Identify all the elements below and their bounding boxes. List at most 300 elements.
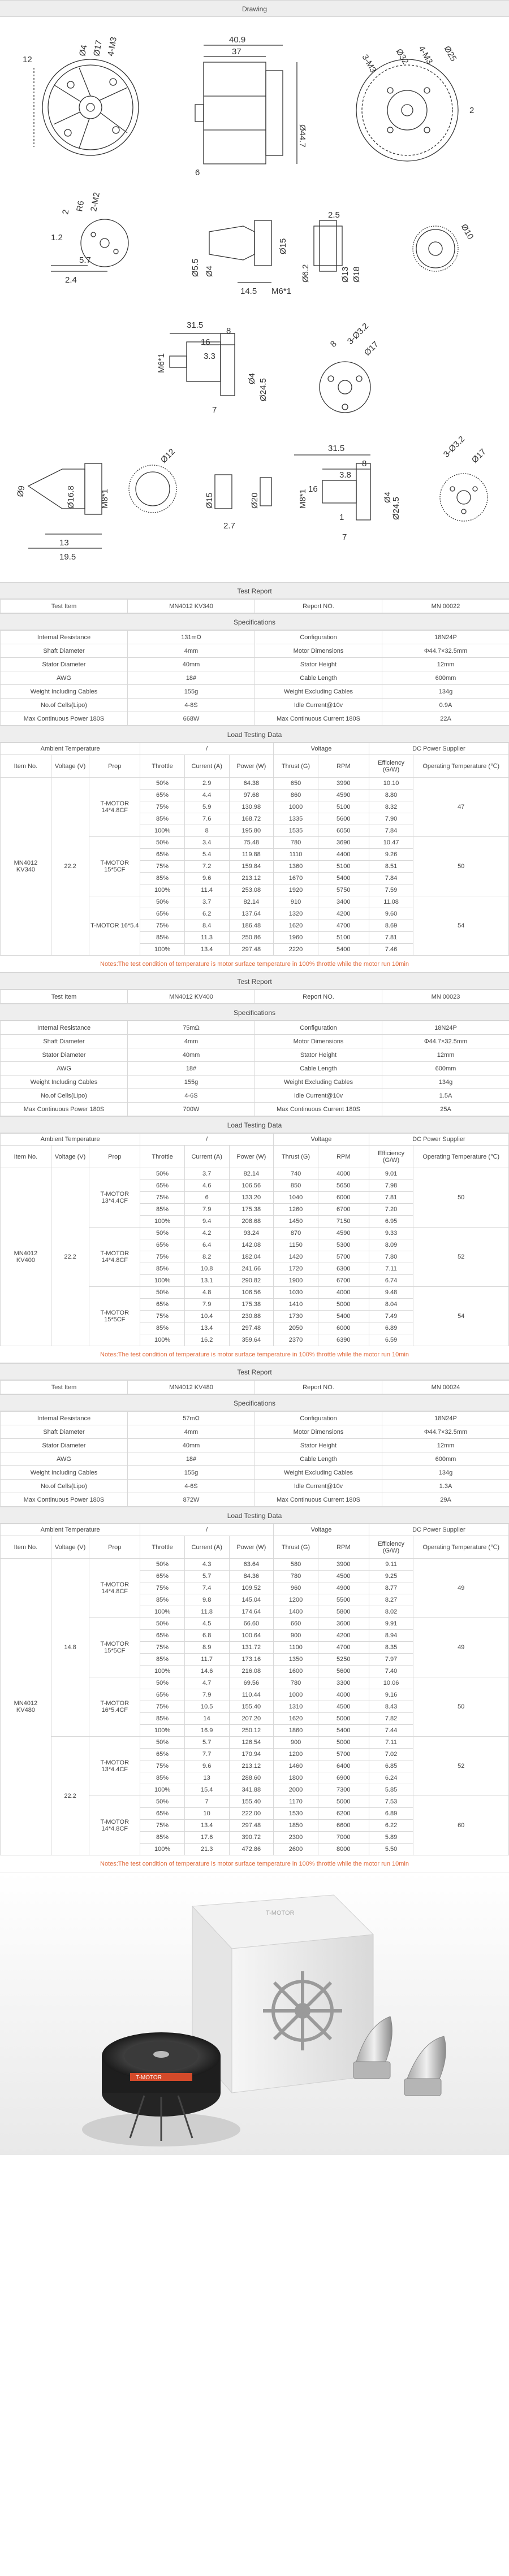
ambient-label: Ambient Temperature: [1, 1524, 140, 1536]
data-cell: 1400: [274, 1606, 318, 1618]
data-cell: 7: [184, 1796, 229, 1808]
svg-text:8: 8: [328, 339, 339, 349]
data-cell: 75%: [140, 1192, 185, 1204]
data-cell: 1450: [274, 1216, 318, 1228]
spec-cell: 1.5A: [382, 1089, 509, 1103]
data-cell: 11.3: [184, 932, 229, 944]
product-photo: [0, 1872, 509, 2155]
prop-cell: T-MOTOR 14*4.8CF: [89, 778, 140, 837]
svg-text:Ø25: Ø25: [442, 44, 459, 63]
data-cell: 1335: [274, 813, 318, 825]
spec-row: [1, 712, 509, 726]
data-cell: 7.84: [369, 825, 413, 837]
data-cell: 9.48: [369, 1287, 413, 1299]
data-cell: 3.7: [184, 896, 229, 908]
data-cell: 900: [274, 1737, 318, 1749]
data-cell: 4.3: [184, 1559, 229, 1571]
data-cell: 9.25: [369, 1571, 413, 1582]
spec-cell: Stator Height: [255, 1048, 382, 1062]
data-cell: 1900: [274, 1275, 318, 1287]
svg-text:Ø6.2: Ø6.2: [301, 264, 310, 283]
data-cell: 6.74: [369, 1275, 413, 1287]
svg-text:31.5: 31.5: [187, 320, 204, 330]
data-cell: 359.64: [229, 1334, 274, 1346]
spec-cell: 1.3A: [382, 1480, 509, 1493]
data-cell: 3.7: [184, 1168, 229, 1180]
data-cell: 870: [274, 1228, 318, 1239]
data-cell: 100%: [140, 1275, 185, 1287]
ambient-label: Ambient Temperature: [1, 743, 140, 755]
data-cell: 65%: [140, 790, 185, 801]
data-cell: 5250: [318, 1654, 369, 1666]
data-cell: 5650: [318, 1180, 369, 1192]
dim-12: 12: [23, 55, 32, 64]
data-cell: 1860: [274, 1725, 318, 1737]
data-cell: 7.9: [184, 1299, 229, 1311]
data-cell: 100%: [140, 1784, 185, 1796]
data-cell: 97.68: [229, 790, 274, 801]
data-cell: 85%: [140, 932, 185, 944]
data-cell: 155.40: [229, 1701, 274, 1713]
data-cell: 7000: [318, 1832, 369, 1844]
svg-text:14.5: 14.5: [240, 287, 257, 296]
data-cell: 5.7: [184, 1737, 229, 1749]
svg-text:Ø24.5: Ø24.5: [391, 497, 401, 520]
data-cell: 6.85: [369, 1760, 413, 1772]
data-cell: 1535: [274, 825, 318, 837]
header-thrust: Thrust (G): [274, 755, 318, 778]
data-cell: 7.9: [184, 1689, 229, 1701]
data-cell: 8.80: [369, 790, 413, 801]
spec-row: [1, 1075, 509, 1089]
spec-cell: 12mm: [382, 1439, 509, 1452]
spec-cell: 4-6S: [128, 1089, 255, 1103]
data-cell: 142.08: [229, 1239, 274, 1251]
data-cell: 5100: [318, 932, 369, 944]
spec-cell: Max Continuous Current 180S: [255, 712, 382, 726]
header-prop: Prop: [89, 755, 140, 778]
data-cell: 13.4: [184, 1820, 229, 1832]
spec-row: [1, 644, 509, 658]
svg-text:M6*1: M6*1: [157, 353, 166, 373]
spec-cell: Stator Diameter: [1, 658, 128, 671]
data-cell: 1200: [274, 1749, 318, 1760]
svg-text:2.5: 2.5: [328, 210, 340, 220]
spec-cell: AWG: [1, 1452, 128, 1466]
data-cell: 50%: [140, 778, 185, 790]
data-cell: 5500: [318, 1594, 369, 1606]
spec-cell: AWG: [1, 671, 128, 685]
spec-cell: Motor Dimensions: [255, 1035, 382, 1048]
header-item-no: Item No.: [1, 755, 51, 778]
data-cell: 960: [274, 1582, 318, 1594]
report-no-value: MN 00022: [382, 600, 509, 613]
item-no: MN4012 KV480: [1, 1559, 51, 1855]
data-cell: 4.5: [184, 1618, 229, 1630]
data-cell: 75%: [140, 1760, 185, 1772]
data-cell: 7.40: [369, 1666, 413, 1677]
spec-row: [1, 1103, 509, 1116]
table-row: [1, 1168, 509, 1180]
data-cell: 85%: [140, 1322, 185, 1334]
test-item-label: Test Item: [1, 990, 128, 1004]
voltage-value: DC Power Supplier: [369, 1524, 508, 1536]
data-cell: 10.4: [184, 1311, 229, 1322]
data-cell: 130.98: [229, 801, 274, 813]
header-op-temp: Operating Temperature (℃): [413, 755, 509, 778]
spec-cell: 18#: [128, 1062, 255, 1075]
specifications-title: Specifications: [0, 1394, 509, 1411]
data-cell: 85%: [140, 1654, 185, 1666]
data-cell: 4590: [318, 1228, 369, 1239]
data-cell: 75%: [140, 1251, 185, 1263]
data-cell: 8.77: [369, 1582, 413, 1594]
data-cell: 5600: [318, 813, 369, 825]
header-prop: Prop: [89, 1146, 140, 1168]
data-cell: 8.04: [369, 1299, 413, 1311]
data-cell: 50%: [140, 1737, 185, 1749]
header-op-temp: Operating Temperature (℃): [413, 1146, 509, 1168]
data-cell: 2220: [274, 944, 318, 956]
data-cell: 4.4: [184, 790, 229, 801]
data-cell: 5300: [318, 1239, 369, 1251]
data-cell: 50%: [140, 896, 185, 908]
spec-cell: 668W: [128, 712, 255, 726]
data-cell: 213.12: [229, 873, 274, 884]
data-cell: 8000: [318, 1844, 369, 1855]
svg-text:8: 8: [226, 326, 231, 336]
data-cell: 780: [274, 1571, 318, 1582]
spec-cell: Stator Diameter: [1, 1439, 128, 1452]
technical-drawing: [0, 17, 509, 582]
data-cell: 1850: [274, 1820, 318, 1832]
data-cell: 8.35: [369, 1642, 413, 1654]
data-cell: 1000: [274, 1689, 318, 1701]
svg-text:40.9: 40.9: [229, 35, 246, 45]
spec-cell: Shaft Diameter: [1, 644, 128, 658]
data-cell: 4500: [318, 1571, 369, 1582]
data-cell: 780: [274, 837, 318, 849]
data-cell: 8.09: [369, 1239, 413, 1251]
spec-cell: Φ44.7×32.5mm: [382, 1035, 509, 1048]
product-photo-illustration: [0, 1872, 509, 2155]
svg-text:4-M3: 4-M3: [416, 44, 435, 66]
data-cell: 7300: [318, 1784, 369, 1796]
svg-text:Ø4: Ø4: [247, 372, 257, 384]
data-cell: 8.9: [184, 1642, 229, 1654]
data-cell: 9.11: [369, 1559, 413, 1571]
spec-cell: Stator Diameter: [1, 1048, 128, 1062]
data-cell: 4000: [318, 1287, 369, 1299]
spec-cell: 155g: [128, 1075, 255, 1089]
data-cell: 2000: [274, 1784, 318, 1796]
svg-text:1: 1: [339, 513, 344, 522]
spec-cell: Idle Current@10v: [255, 1089, 382, 1103]
data-cell: 133.20: [229, 1192, 274, 1204]
data-cell: 1100: [274, 1642, 318, 1654]
spec-row: [1, 1412, 509, 1425]
data-cell: 63.64: [229, 1559, 274, 1571]
data-cell: 4.6: [184, 1180, 229, 1192]
spec-cell: 0.9A: [382, 699, 509, 712]
data-cell: 7.97: [369, 1654, 413, 1666]
svg-text:2: 2: [469, 106, 475, 115]
spec-cell: 12mm: [382, 658, 509, 671]
data-cell: 207.20: [229, 1713, 274, 1725]
test-item-label: Test Item: [1, 1381, 128, 1394]
header-power: Power (W): [229, 755, 274, 778]
data-cell: 7.9: [184, 1204, 229, 1216]
data-cell: 155.40: [229, 1796, 274, 1808]
data-cell: 119.88: [229, 849, 274, 861]
data-cell: 4.7: [184, 1677, 229, 1689]
svg-text:5.7: 5.7: [79, 255, 91, 265]
report-no-label: Report NO.: [255, 990, 382, 1004]
data-cell: 288.60: [229, 1772, 274, 1784]
data-cell: 4500: [318, 1701, 369, 1713]
spec-cell: 155g: [128, 1466, 255, 1480]
data-cell: 5400: [318, 944, 369, 956]
svg-text:Ø20: Ø20: [250, 492, 260, 509]
data-cell: 7.2: [184, 861, 229, 873]
spec-cell: No.of Cells(Lipo): [1, 699, 128, 712]
spec-cell: Weight Excluding Cables: [255, 1466, 382, 1480]
data-cell: 6000: [318, 1192, 369, 1204]
data-cell: 75.48: [229, 837, 274, 849]
spec-cell: Motor Dimensions: [255, 644, 382, 658]
data-cell: 6600: [318, 1820, 369, 1832]
spec-cell: 4-6S: [128, 1480, 255, 1493]
data-cell: 126.54: [229, 1737, 274, 1749]
data-cell: 1460: [274, 1760, 318, 1772]
data-cell: 4200: [318, 1630, 369, 1642]
data-cell: 85%: [140, 1263, 185, 1275]
voltage-label: Voltage: [274, 743, 369, 755]
data-cell: 75%: [140, 1701, 185, 1713]
data-cell: 85%: [140, 1204, 185, 1216]
report-no-label: Report NO.: [255, 600, 382, 613]
data-cell: 100%: [140, 884, 185, 896]
table-row: [1, 778, 509, 790]
specifications-title: Specifications: [0, 613, 509, 630]
svg-text:Ø44.7: Ø44.7: [297, 124, 307, 148]
data-cell: 241.66: [229, 1263, 274, 1275]
data-cell: 6.89: [369, 1322, 413, 1334]
view-gear: [413, 223, 475, 272]
svg-text:Ø17: Ø17: [362, 339, 381, 358]
data-cell: 69.56: [229, 1677, 274, 1689]
spec-row: [1, 658, 509, 671]
prop-cell: T-MOTOR 16*5.4: [89, 896, 140, 956]
data-cell: 4000: [318, 1168, 369, 1180]
data-cell: 4700: [318, 920, 369, 932]
data-cell: 390.72: [229, 1832, 274, 1844]
header-prop: Prop: [89, 1536, 140, 1559]
view-adapter-m6-front: [320, 321, 381, 413]
data-cell: 7.49: [369, 1311, 413, 1322]
data-cell: 170.94: [229, 1749, 274, 1760]
spec-cell: Internal Resistance: [1, 1021, 128, 1035]
data-cell: 5000: [318, 1737, 369, 1749]
data-cell: 1200: [274, 1594, 318, 1606]
data-cell: 7.82: [369, 1713, 413, 1725]
svg-text:31.5: 31.5: [328, 444, 345, 453]
data-cell: 213.12: [229, 1760, 274, 1772]
table-row: [1, 1737, 509, 1749]
drawing-section: [0, 0, 509, 582]
view-prop-adapter-front: [51, 192, 128, 285]
data-cell: 8.4: [184, 920, 229, 932]
data-cell: 860: [274, 790, 318, 801]
data-cell: 186.48: [229, 920, 274, 932]
data-cell: 1530: [274, 1808, 318, 1820]
spec-cell: 872W: [128, 1493, 255, 1507]
data-cell: 6.59: [369, 1334, 413, 1346]
data-cell: 65%: [140, 1749, 185, 1760]
view-adapter-m8-front: [440, 434, 488, 521]
svg-text:M8*1: M8*1: [298, 488, 308, 509]
svg-text:19.5: 19.5: [59, 552, 76, 562]
data-cell: 100%: [140, 1334, 185, 1346]
load-testing-title: Load Testing Data: [0, 726, 509, 743]
data-cell: 50%: [140, 1618, 185, 1630]
data-cell: 230.88: [229, 1311, 274, 1322]
data-cell: 10.10: [369, 778, 413, 790]
data-cell: 1110: [274, 849, 318, 861]
data-cell: 780: [274, 1677, 318, 1689]
data-cell: 6.2: [184, 908, 229, 920]
spec-cell: Stator Height: [255, 658, 382, 671]
data-cell: 8.69: [369, 920, 413, 932]
data-cell: 660: [274, 1618, 318, 1630]
temp-cell: 49: [413, 1559, 509, 1618]
data-cell: 93.24: [229, 1228, 274, 1239]
svg-text:Ø18: Ø18: [352, 266, 361, 283]
data-cell: 16.9: [184, 1725, 229, 1737]
data-cell: 65%: [140, 908, 185, 920]
spec-cell: 131mΩ: [128, 631, 255, 644]
data-cell: 1320: [274, 908, 318, 920]
prop-cell: T-MOTOR 15*5CF: [89, 1287, 140, 1346]
spec-cell: 134g: [382, 685, 509, 699]
prop-cell: T-MOTOR 15*5CF: [89, 1618, 140, 1677]
data-cell: 1260: [274, 1204, 318, 1216]
data-cell: 65%: [140, 1239, 185, 1251]
data-cell: 10.06: [369, 1677, 413, 1689]
data-cell: 4590: [318, 790, 369, 801]
svg-text:Ø12: Ø12: [158, 446, 177, 465]
data-cell: 21.3: [184, 1844, 229, 1855]
data-cell: 1310: [274, 1701, 318, 1713]
motor: [82, 2032, 240, 2146]
data-cell: 100%: [140, 1725, 185, 1737]
data-cell: 100%: [140, 1844, 185, 1855]
data-cell: 106.56: [229, 1287, 274, 1299]
data-cell: 100%: [140, 1216, 185, 1228]
header-item-no: Item No.: [1, 1146, 51, 1168]
data-cell: 110.44: [229, 1689, 274, 1701]
data-cell: 100%: [140, 944, 185, 956]
header-current: Current (A): [184, 1536, 229, 1559]
header-throttle: Throttle: [140, 1536, 185, 1559]
voltage-cell: 14.8: [51, 1559, 89, 1737]
spec-row: [1, 699, 509, 712]
data-cell: 1720: [274, 1263, 318, 1275]
data-cell: 137.64: [229, 908, 274, 920]
svg-text:3-Ø3.2: 3-Ø3.2: [441, 434, 467, 459]
data-cell: 580: [274, 1559, 318, 1571]
report-no-label: Report NO.: [255, 1381, 382, 1394]
data-cell: 6900: [318, 1772, 369, 1784]
data-cell: 100%: [140, 825, 185, 837]
data-cell: 6050: [318, 825, 369, 837]
data-cell: 6200: [318, 1808, 369, 1820]
data-cell: 5800: [318, 1606, 369, 1618]
data-cell: 9.6: [184, 1760, 229, 1772]
prop-cell: T-MOTOR 14*4.8CF: [89, 1559, 140, 1618]
svg-text:8: 8: [362, 459, 367, 469]
data-cell: 13.4: [184, 1322, 229, 1334]
data-cell: 5000: [318, 1796, 369, 1808]
prop-cell: T-MOTOR 13*4.4CF: [89, 1168, 140, 1228]
data-cell: 290.82: [229, 1275, 274, 1287]
svg-text:Ø16.8: Ø16.8: [66, 485, 76, 509]
data-cell: 13.1: [184, 1275, 229, 1287]
data-cell: 75%: [140, 801, 185, 813]
data-cell: 15.4: [184, 1784, 229, 1796]
data-cell: 208.68: [229, 1216, 274, 1228]
data-cell: 7150: [318, 1216, 369, 1228]
specifications-title: Specifications: [0, 1004, 509, 1021]
data-cell: 75%: [140, 1582, 185, 1594]
temp-cell: 50: [413, 1677, 509, 1737]
test-report-title: Test Report: [0, 582, 509, 599]
report-no-value: MN 00023: [382, 990, 509, 1004]
data-cell: 66.60: [229, 1618, 274, 1630]
view-adapter-m6-side: [157, 320, 268, 415]
data-cell: 1620: [274, 920, 318, 932]
data-cell: 2600: [274, 1844, 318, 1855]
temp-cell: 52: [413, 1737, 509, 1796]
data-cell: 82.14: [229, 896, 274, 908]
spec-cell: Cable Length: [255, 1062, 382, 1075]
data-cell: 6: [184, 1192, 229, 1204]
spec-cell: Internal Resistance: [1, 631, 128, 644]
spec-cell: Internal Resistance: [1, 1412, 128, 1425]
spec-cell: 18N24P: [382, 1021, 509, 1035]
data-cell: 65%: [140, 1808, 185, 1820]
report-no-value: MN 00024: [382, 1381, 509, 1394]
svg-text:3.8: 3.8: [339, 470, 351, 480]
spec-cell: Idle Current@10v: [255, 699, 382, 712]
data-cell: 5400: [318, 1311, 369, 1322]
spec-cell: Idle Current@10v: [255, 1480, 382, 1493]
data-cell: 6000: [318, 1322, 369, 1334]
data-cell: 195.80: [229, 825, 274, 837]
test-note: Notes:The test condition of temperature is motor surface temperature in 100% throttle while the motor run 10min: [0, 1855, 509, 1872]
voltage-cell: 22.2: [51, 1737, 89, 1855]
prop-cell: T-MOTOR 15*5CF: [89, 837, 140, 896]
spec-cell: 134g: [382, 1466, 509, 1480]
data-cell: 11.4: [184, 884, 229, 896]
data-cell: 65%: [140, 1299, 185, 1311]
data-cell: 8.27: [369, 1594, 413, 1606]
data-cell: 4400: [318, 849, 369, 861]
spec-cell: 40mm: [128, 1048, 255, 1062]
data-cell: 174.64: [229, 1606, 274, 1618]
spec-cell: Weight Including Cables: [1, 685, 128, 699]
data-cell: 6700: [318, 1204, 369, 1216]
